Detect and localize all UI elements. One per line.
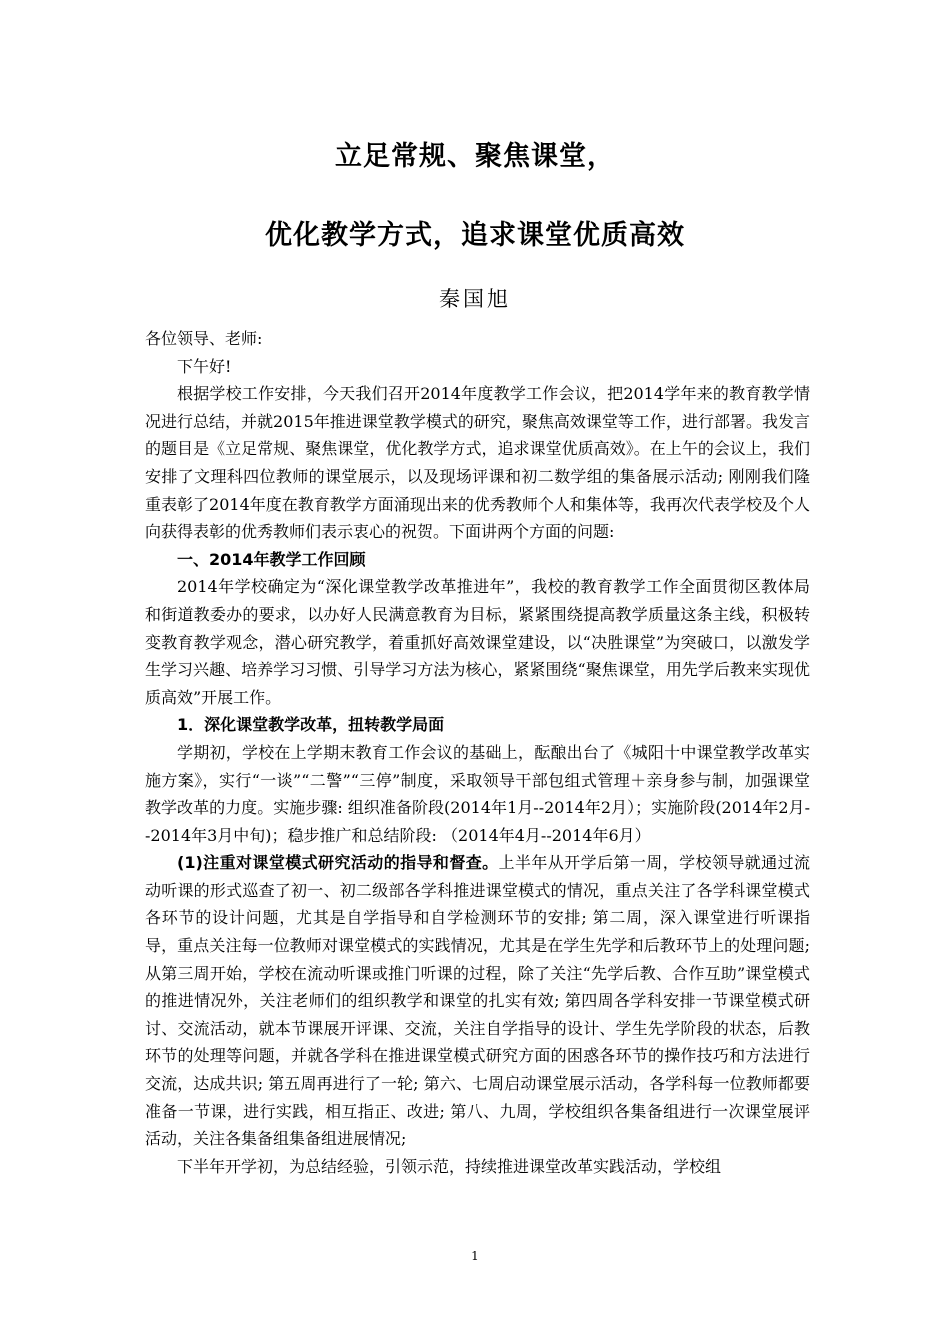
item-1-paragraph (145, 849, 810, 1153)
document-title-line-1: 立足常规、聚焦课堂， (335, 141, 615, 172)
subsection-1-paragraph: 学期初，学校在上学期末教育工作会议的基础上，酝酿出台了《城阳十中课堂教学改革实施方案》，实行“一谈”“二警”“三停”制度，采取领导干部包组式管理＋亲身参与制，加强课堂教学改革的力度。实施步骤: 组织准备阶段(2014年1月--2014年2月）；实施阶段(2014年2月--2014年3月中旬)；稳步推广和总结阶段: （2014年4月--2014年6月） (145, 742, 810, 845)
greeting: 下午好! (177, 356, 232, 376)
section-1-paragraph: 2014年学校确定为“深化课堂教学改革推进年”，我校的教育教学工作全面贯彻区教体局和街道教委办的要求，以办好人民满意教育为目标，紧紧围绕提高教学质量这条主线，积极转变教育教学观念，潜心研究教学，着重抓好高效课堂建设，以“决胜课堂”为突破口，以激发学生学习兴趣、培养学习习惯、引导学习方法为核心，紧紧围绕“聚焦课堂，用先学后教来实现优质高效”开展工作。 (145, 577, 810, 707)
item-1-text: 上半年从开学后第一周，学校领导就通过流动听课的形式巡查了初一、初二级部各学科推进课堂模式的情况，重点关注了各学科课堂模式各环节的设计问题，尤其是自学指导和自学检测环节的安排; 第二周，深入课堂进行听课指导，重点关注每一位教师对课堂模式的实践情况，尤其是在学生先学和后教环节上的处理问题; 从第三周开始，学校在流动听课或推门听课的过程，除了关注“先学后教、合作互助”课堂模式的推进情况外，关注老师们的组织教学和课堂的扎实有效; 第四周各学科安排一节课堂模式研讨、交流活动，就本节课展开评课、交流，关注自学指导的设计、学生先学阶段的状态，后教环节的处理等问题，并就各学科在推进课堂模式研究方面的困惑各环节的操作技巧和方法进行交流，达成共识; 第五周再进行了一轮; 第六、七周启动课堂展示活动，各学科每一位教师都要准备一节课，进行实践，相互指正、改进; 第八、九周，学校组织各集备组进行一次课堂展评活动，关注各集备组集备组进展情况; (145, 853, 810, 1149)
subsection-heading-1: 1．深化课堂教学改革，扭转教学局面 (177, 715, 445, 735)
section-heading-1: 一、2014年教学工作回顾 (177, 549, 366, 569)
last-paragraph: 下半年开学初，为总结经验，引领示范，持续推进课堂改革实践活动，学校组 (177, 1156, 722, 1176)
author-name: 秦国旭 (439, 287, 511, 311)
document-title-line-2: 优化教学方式，追求课堂优质高效 (265, 220, 685, 251)
document-body (145, 325, 810, 1180)
salutation: 各位领导、老师: (145, 329, 263, 348)
intro-paragraph: 根据学校工作安排，今天我们召开2014年度教学工作会议，把2014学年来的教育教学情况进行总结，并就2015年推进课堂教学模式的研究，聚焦高效课堂等工作，进行部署。我发言的题目是《立足常规、聚焦课堂，优化教学方式，追求课堂优质高效》。在上午的会议上，我们安排了文理科四位教师的课堂展示，以及现场评课和初二数学组的集备展示活动; 刚刚我们隆重表彰了2014年度在教育教学方面涌现出来的优秀教师个人和集体等，我再次代表学校及个人向获得表彰的优秀教师们表示衷心的祝贺。下面讲两个方面的问题: (145, 384, 810, 542)
page-number: 1 (471, 1249, 479, 1263)
item-1-lead: (1)注重对课堂模式研究活动的指导和督查。 (177, 853, 499, 873)
